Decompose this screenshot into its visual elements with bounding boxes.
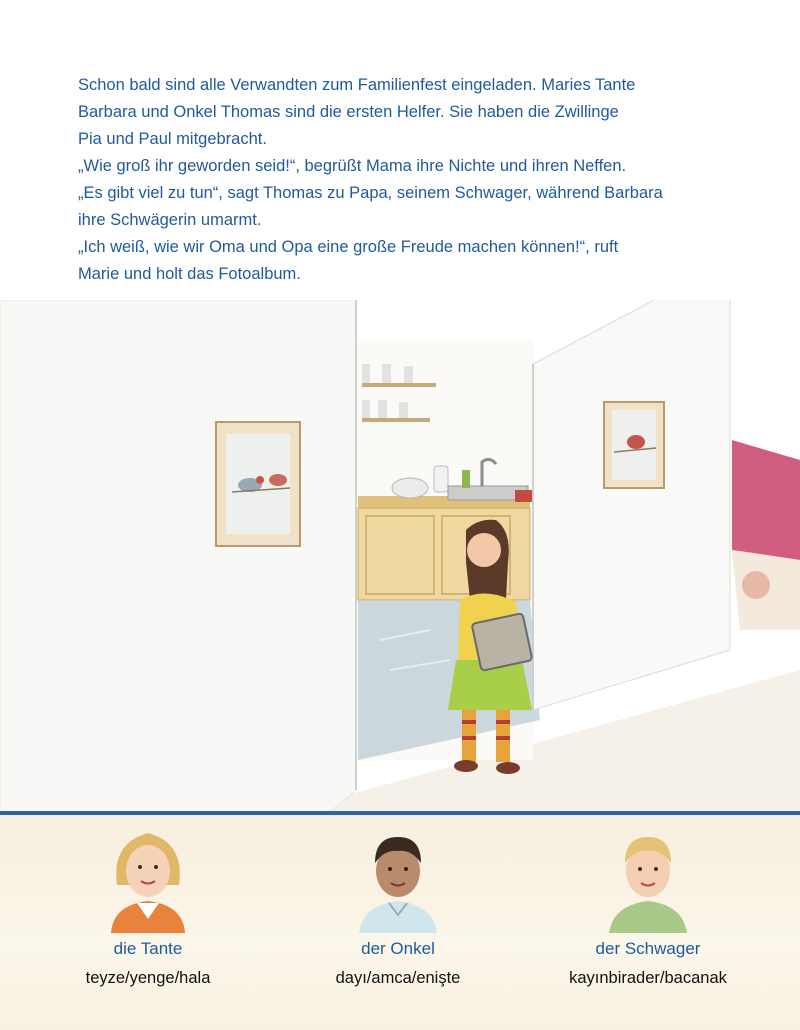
story-line: „Ich weiß, wie wir Oma und Opa eine große Freude machen können!“, ruft bbox=[78, 238, 619, 256]
story-line: „Wie groß ihr geworden seid!“, begrüßt Mama ihre Nichte und ihren Neffen. bbox=[78, 157, 627, 175]
bird-picture-left bbox=[216, 422, 300, 546]
vocab-turkish: kayınbirader/bacanak bbox=[569, 969, 727, 987]
uncle-portrait bbox=[353, 823, 443, 933]
vocab-german: der Onkel bbox=[361, 939, 435, 958]
story-line: „Es gibt viel zu tun“, sagt Thomas zu Papa, seinem Schwager, während Barbara bbox=[78, 184, 663, 202]
vocab-card-uncle bbox=[288, 815, 508, 988]
story-text bbox=[78, 72, 758, 288]
story-line: Pia und Paul mitgebracht. bbox=[78, 130, 267, 148]
vocab-turkish: teyze/yenge/hala bbox=[85, 969, 211, 987]
vocabulary-band bbox=[0, 815, 800, 1030]
right-wall bbox=[533, 300, 730, 710]
vocab-card-aunt bbox=[38, 815, 258, 988]
story-line: ihre Schwägerin umarmt. bbox=[78, 211, 262, 229]
vocab-german: die Tante bbox=[113, 939, 183, 958]
left-wall bbox=[0, 300, 356, 812]
story-line: Schon bald sind alle Verwandten zum Familienfest eingeladen. Maries Tante bbox=[78, 76, 636, 94]
kitchen-illustration bbox=[0, 300, 800, 812]
story-line: Barbara und Onkel Thomas sind die ersten Helfer. Sie haben die Zwillinge bbox=[78, 103, 619, 121]
bird-picture-right bbox=[604, 402, 664, 488]
aunt-portrait bbox=[103, 823, 193, 933]
brother-in-law-portrait bbox=[603, 823, 693, 933]
story-line: Marie und holt das Fotoalbum. bbox=[78, 265, 301, 283]
vocab-turkish: dayı/amca/enişte bbox=[335, 969, 461, 987]
vocab-german: der Schwager bbox=[595, 939, 701, 958]
vocab-card-brother-in-law bbox=[538, 815, 758, 988]
